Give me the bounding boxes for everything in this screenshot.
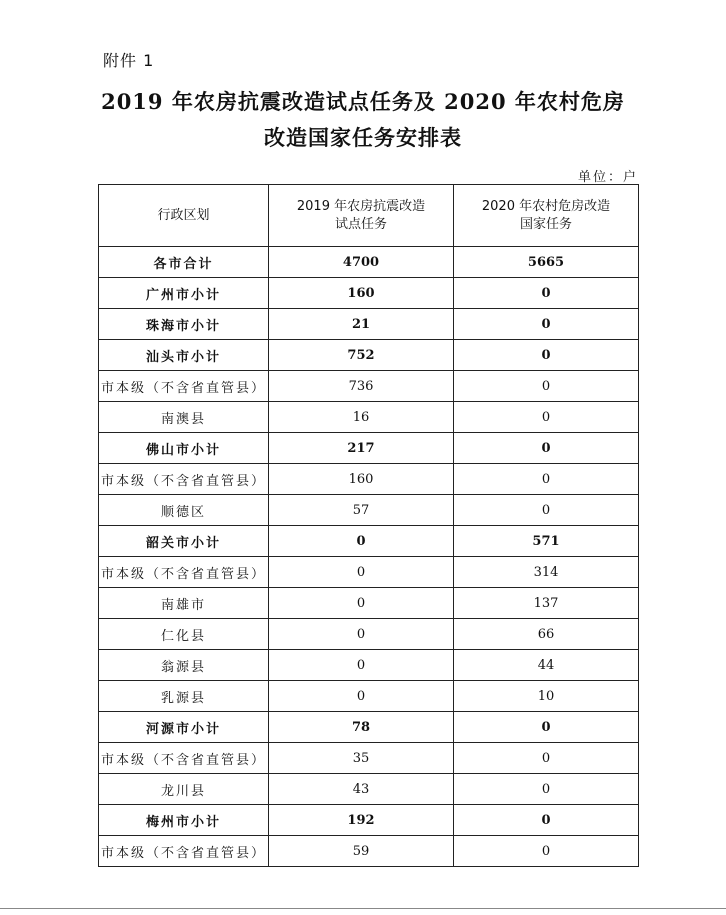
- cell-2020-task: 0: [454, 340, 639, 371]
- cell-2019-task: 0: [269, 526, 454, 557]
- unit-label: 单位：户: [577, 170, 638, 185]
- cell-2020-task: 0: [454, 743, 639, 774]
- cell-2019-task: 736: [269, 371, 454, 402]
- cell-2019-task: 59: [269, 836, 454, 867]
- cell-region: 佛山市小计: [99, 433, 269, 464]
- cell-2020-task: 0: [454, 309, 639, 340]
- cell-2019-task: 35: [269, 743, 454, 774]
- cell-2020-task: 44: [454, 650, 639, 681]
- cell-region: 市本级（不含省直管县）: [99, 557, 269, 588]
- table-row: [99, 588, 639, 619]
- header-2020-task: [454, 185, 639, 247]
- cell-region: 珠海市小计: [99, 309, 269, 340]
- table-row: [99, 371, 639, 402]
- cell-region: 市本级（不含省直管县）: [99, 371, 269, 402]
- cell-region: 市本级（不含省直管县）: [99, 743, 269, 774]
- table-row-subtotal: [99, 712, 639, 743]
- document-title-line-2: 改造国家任务安排表: [264, 125, 462, 150]
- cell-2020-task: 571: [454, 526, 639, 557]
- header-region-text: 行政区划: [157, 207, 210, 223]
- cell-2019-task: 217: [269, 433, 454, 464]
- table-row-subtotal: [99, 433, 639, 464]
- cell-region: 乳源县: [99, 681, 269, 712]
- cell-2019-task: 4700: [269, 247, 454, 278]
- cell-2019-task: 43: [269, 774, 454, 805]
- table-row: [99, 681, 639, 712]
- table-row: [99, 464, 639, 495]
- cell-region: 广州市小计: [99, 278, 269, 309]
- cell-2020-task: 0: [454, 402, 639, 433]
- header-2019-task: [269, 185, 454, 247]
- cell-region: 龙川县: [99, 774, 269, 805]
- cell-2020-task: 0: [454, 464, 639, 495]
- cell-region: 翁源县: [99, 650, 269, 681]
- header-region: [99, 185, 269, 247]
- cell-2019-task: 0: [269, 557, 454, 588]
- cell-2020-task: 5665: [454, 247, 639, 278]
- cell-2020-task: 0: [454, 805, 639, 836]
- cell-2020-task: 314: [454, 557, 639, 588]
- table-row-subtotal: [99, 526, 639, 557]
- table-row-subtotal: [99, 805, 639, 836]
- attachment-label: 附件 1: [103, 51, 155, 70]
- cell-region: 各市合计: [99, 247, 269, 278]
- cell-2019-task: 16: [269, 402, 454, 433]
- cell-region: 韶关市小计: [99, 526, 269, 557]
- document-title-line-1: 2019 年农房抗震改造试点任务及 2020 年农村危房: [101, 89, 625, 114]
- table-row: [99, 402, 639, 433]
- table-row: [99, 774, 639, 805]
- table-row-subtotal: [99, 309, 639, 340]
- cell-2019-task: 21: [269, 309, 454, 340]
- cell-2019-task: 160: [269, 278, 454, 309]
- cell-region: 仁化县: [99, 619, 269, 650]
- cell-region: 河源市小计: [99, 712, 269, 743]
- cell-2019-task: 0: [269, 588, 454, 619]
- table-row: [99, 743, 639, 774]
- cell-2020-task: 0: [454, 371, 639, 402]
- cell-2019-task: 752: [269, 340, 454, 371]
- header-2020-text: 2020 年农村危房改造 国家任务: [481, 198, 611, 232]
- cell-region: 市本级（不含省直管县）: [99, 836, 269, 867]
- cell-2020-task: 0: [454, 278, 639, 309]
- table-row: [99, 557, 639, 588]
- task-allocation-table: [98, 184, 639, 867]
- cell-2019-task: 0: [269, 681, 454, 712]
- cell-2019-task: 160: [269, 464, 454, 495]
- cell-region: 顺德区: [99, 495, 269, 526]
- table-header-row: [99, 185, 639, 247]
- cell-region: 汕头市小计: [99, 340, 269, 371]
- cell-2019-task: 78: [269, 712, 454, 743]
- table-row: [99, 836, 639, 867]
- cell-region: 南澳县: [99, 402, 269, 433]
- cell-region: 南雄市: [99, 588, 269, 619]
- cell-2019-task: 0: [269, 619, 454, 650]
- cell-2019-task: 192: [269, 805, 454, 836]
- cell-2020-task: 0: [454, 774, 639, 805]
- cell-2020-task: 137: [454, 588, 639, 619]
- cell-2019-task: 57: [269, 495, 454, 526]
- cell-region: 梅州市小计: [99, 805, 269, 836]
- table-row-subtotal: [99, 278, 639, 309]
- table-row: [99, 650, 639, 681]
- header-2019-text: 2019 年农房抗震改造 试点任务: [296, 198, 426, 232]
- table-body: [99, 247, 639, 867]
- table-row-subtotal: [99, 340, 639, 371]
- table-row: [99, 495, 639, 526]
- cell-2019-task: 0: [269, 650, 454, 681]
- cell-2020-task: 10: [454, 681, 639, 712]
- table-row: [99, 619, 639, 650]
- cell-2020-task: 0: [454, 433, 639, 464]
- cell-2020-task: 0: [454, 712, 639, 743]
- cell-region: 市本级（不含省直管县）: [99, 464, 269, 495]
- page-bottom-divider: [0, 908, 726, 909]
- cell-2020-task: 66: [454, 619, 639, 650]
- table-row-subtotal: [99, 247, 639, 278]
- cell-2020-task: 0: [454, 495, 639, 526]
- cell-2020-task: 0: [454, 836, 639, 867]
